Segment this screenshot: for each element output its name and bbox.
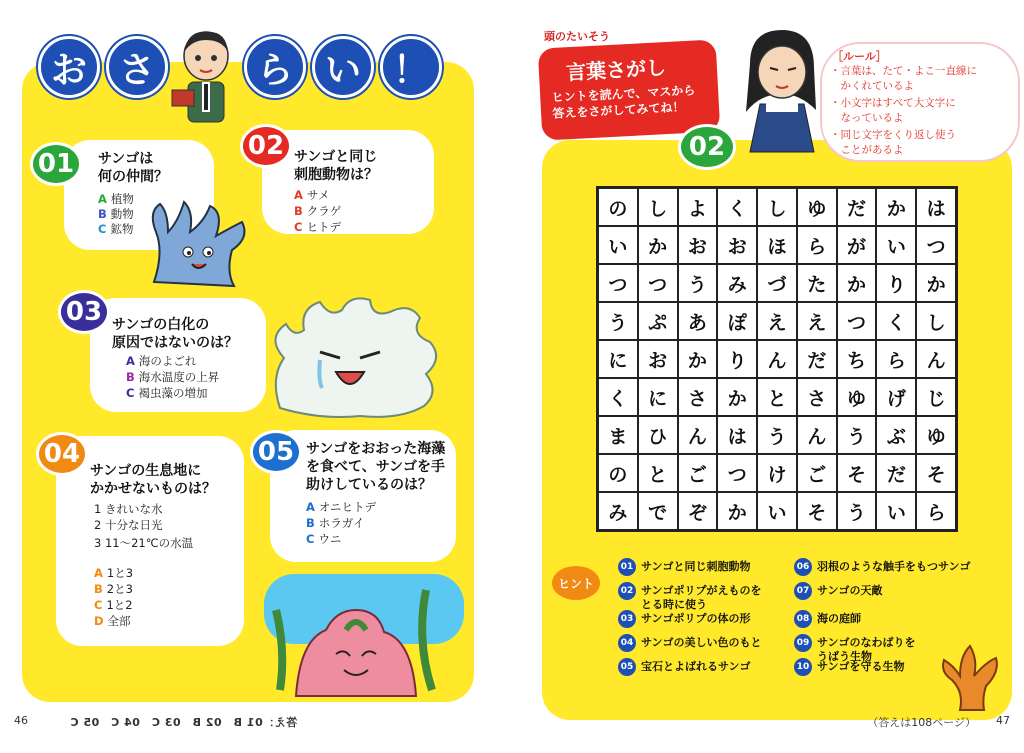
rule-line: ・小文字はすべて大文字に [830,97,956,109]
grid-cell[interactable]: か [717,492,757,530]
rules-title: ［ルール］ [832,50,887,63]
grid-cell[interactable]: し [916,302,956,340]
page-number: 47 [996,714,1010,727]
option-text: ホラガイ [318,516,365,530]
option-c [126,386,207,401]
grid-cell[interactable]: ご [797,454,837,492]
grid-cell[interactable]: あ [678,302,718,340]
option-letter: C [94,598,103,612]
grid-cell[interactable]: か [837,264,877,302]
option-letter: A [126,354,135,368]
grid-cell[interactable]: か [678,340,718,378]
question-line: サンゴをおおった海藻 [306,441,446,457]
card-subtitle-line: 答えをさがしてみてね！ [552,99,685,121]
grid-cell[interactable]: は [916,188,956,226]
grid-cell[interactable]: で [638,492,678,530]
option-a [126,354,196,369]
hint-text [817,584,882,598]
grid-cell[interactable]: い [598,226,638,264]
question-03-text [112,316,238,352]
option-letter: A [294,188,303,202]
hint-number: 08 [794,610,812,628]
grid-cell[interactable]: か [717,378,757,416]
hint-text [817,660,904,674]
answer-key-upside-down: 答え：01 B 02 B 03 C 04 C 05 C [70,716,298,729]
question-number: 03 [58,290,110,334]
grid-cell[interactable]: さ [678,378,718,416]
grid-cell[interactable]: し [757,188,797,226]
grid-cell[interactable]: つ [717,454,757,492]
grid-cell[interactable]: く [717,188,757,226]
option-c [306,532,341,547]
hint-text-line: サンゴの天敵 [817,584,883,597]
hint-text-line: うばう生物 [817,650,872,663]
grid-cell[interactable]: り [717,340,757,378]
hint-text-line: 宝石とよばれるサンゴ [641,660,751,673]
grid-cell[interactable]: ん [678,416,718,454]
option-letter: A [306,500,315,514]
grid-cell[interactable]: ち [837,340,877,378]
grid-cell[interactable]: つ [916,226,956,264]
hint-text [817,560,970,574]
grid-cell[interactable]: げ [876,378,916,416]
hint-number: 01 [618,558,636,576]
grid-cell[interactable]: う [837,416,877,454]
question-line: 刺胞動物は？ [294,167,378,183]
option-c [294,220,341,235]
grid-cell[interactable]: に [638,378,678,416]
page-number: 46 [14,714,28,727]
condition-item: 2 十分な日光 [94,518,163,532]
grid-cell[interactable]: そ [797,492,837,530]
grid-cell[interactable]: ん [757,340,797,378]
grid-cell[interactable]: じ [916,378,956,416]
option-letter: B [294,204,303,218]
grid-cell[interactable]: ら [916,492,956,530]
grid-cell[interactable]: ぷ [638,302,678,340]
hint-item [618,660,750,676]
grid-cell[interactable]: う [757,416,797,454]
answer-page-note: （答えは108ページ） [867,716,976,729]
grid-cell[interactable]: ぽ [717,302,757,340]
coral-blue-character [134,192,264,292]
hint-number: 02 [618,582,636,600]
hint-text [641,660,750,674]
rule-line: ・同じ文字をくり返し使う [830,129,956,141]
hint-text [641,560,750,574]
grid-cell[interactable]: が [837,226,877,264]
hint-number: 04 [618,634,636,652]
hint-number: 09 [794,634,812,652]
grid-cell[interactable]: さ [797,378,837,416]
hint-item [618,584,761,612]
coral-pink-character [256,570,456,700]
grid-cell[interactable]: う [837,492,877,530]
option-text: クラゲ [306,204,342,218]
hint-text-line: サンゴの美しい色のもと [641,636,762,649]
option-c [94,598,133,613]
question-line: サンゴと同じ [294,149,378,165]
option-c [98,222,133,237]
grid-cell[interactable]: え [757,302,797,340]
grid-cell[interactable]: ゆ [837,378,877,416]
grid-cell[interactable]: そ [916,454,956,492]
option-letter: B [94,582,103,596]
grid-cell[interactable]: う [678,264,718,302]
grid-cell[interactable]: お [638,340,678,378]
question-number: 02 [678,124,736,170]
word-search-grid [596,186,958,532]
hint-label: ヒント [552,566,600,600]
hint-item [794,560,970,576]
grid-cell[interactable]: く [598,378,638,416]
card-subtitle-line: ヒントを読んで、マスから [551,83,696,105]
girl-character-illustration [730,24,830,154]
grid-cell[interactable]: い [876,226,916,264]
rule-line: かくれているよ [830,80,914,92]
grid-cell[interactable]: み [598,492,638,530]
title-char: お [38,36,100,98]
hint-item [618,560,750,576]
option-letter: C [294,220,303,234]
grid-cell[interactable]: ら [797,226,837,264]
option-text: 1と2 [106,598,133,612]
grid-cell[interactable]: け [757,454,797,492]
grid-cell[interactable]: み [717,264,757,302]
option-text: 褐虫藻の増加 [138,386,208,400]
question-number: 02 [240,124,292,168]
hint-text [641,612,750,626]
hint-item [794,584,882,600]
option-text: ヒトデ [306,220,341,234]
condition-item: 1 きれいな水 [94,502,163,516]
hint-item [794,612,861,628]
hint-item [618,612,750,628]
question-04-text [90,462,216,498]
option-a [98,192,134,207]
option-text: 2と3 [106,582,133,596]
grid-cell[interactable]: ご [678,454,718,492]
grid-cell[interactable]: の [598,188,638,226]
option-text: サメ [306,188,330,202]
grid-cell[interactable]: か [916,264,956,302]
grid-cell[interactable]: し [638,188,678,226]
grid-cell[interactable]: は [717,416,757,454]
option-letter: C [126,386,135,400]
hint-number: 07 [794,582,812,600]
option-a [294,188,329,203]
rule-line: なっているよ [830,112,904,124]
right-page [512,0,1024,753]
hint-text-line: サンゴのなわばりを [817,636,916,649]
option-b [98,207,134,222]
question-line: サンゴの生息地に [90,463,202,479]
question-line: 助けしているのは？ [306,477,432,493]
grid-cell[interactable]: た [797,264,837,302]
grid-cell[interactable]: と [638,454,678,492]
option-letter: B [306,516,315,530]
option-text: 鉱物 [110,222,134,236]
grid-cell[interactable]: く [876,302,916,340]
title-char: さ [106,36,168,98]
hint-text [817,612,861,626]
question-number: 05 [250,430,302,474]
question-number: 04 [36,432,88,476]
option-text: ウニ [318,532,342,546]
option-letter: C [306,532,315,546]
option-text: 全部 [107,614,131,628]
coral-bleached-character [260,288,450,428]
option-text: オニヒトデ [318,500,376,514]
question-line: サンゴは [98,151,154,167]
question-line: 何の仲間？ [98,169,168,185]
question-02-text [294,148,378,184]
hint-text-line: サンゴと同じ刺胞動物 [641,560,751,573]
question-line: 原因ではないのは？ [112,335,238,351]
section-label: 頭のたいそう [544,30,610,43]
question-line: サンゴの白化の [112,317,210,333]
grid-cell[interactable]: ゆ [916,416,956,454]
grid-cell[interactable]: だ [837,188,877,226]
grid-cell[interactable]: ん [797,416,837,454]
question-number: 01 [30,142,82,186]
grid-cell[interactable]: お [717,226,757,264]
option-letter: A [98,192,107,206]
orange-coral-illustration [930,632,1010,712]
grid-cell[interactable]: ほ [757,226,797,264]
option-b [306,516,364,531]
grid-cell[interactable]: の [598,454,638,492]
title-char: ら [244,36,306,98]
option-letter: C [98,222,107,236]
title-char: い [312,36,374,98]
option-letter: D [94,614,104,628]
option-letter: B [126,370,135,384]
hint-text-line: サンゴポリプの体の形 [641,612,751,625]
option-text: 植物 [110,192,134,206]
hint-text-line: 羽根のような触手をもつサンゴ [817,560,971,573]
option-letter: A [94,566,103,580]
hint-text-line: 海の庭師 [817,612,861,625]
hint-item [794,660,904,676]
question-01-text [98,150,168,186]
grid-cell[interactable]: ん [916,340,956,378]
grid-cell[interactable]: お [678,226,718,264]
grid-cell[interactable]: つ [837,302,877,340]
hint-text [641,584,761,612]
hint-number: 03 [618,610,636,628]
hint-text [641,636,761,650]
grid-cell[interactable]: つ [638,264,678,302]
option-a [94,566,133,581]
hint-item [618,636,761,652]
question-line: を食べて、サンゴを手 [306,459,446,475]
option-b [94,582,133,597]
grid-cell[interactable]: そ [837,454,877,492]
grid-cell[interactable]: え [797,302,837,340]
option-b [126,370,219,385]
hint-text-line: サンゴポリプがえものを [641,584,762,597]
hint-text-line: サンゴを守る生物 [817,660,905,673]
hint-number: 06 [794,558,812,576]
grid-cell[interactable]: り [876,264,916,302]
grid-cell[interactable]: ひ [638,416,678,454]
grid-cell[interactable]: ら [876,340,916,378]
question-05-text [306,440,445,494]
rule-line: ことがあるよ [830,144,904,156]
grid-cell[interactable]: だ [876,454,916,492]
grid-cell[interactable]: だ [797,340,837,378]
grid-cell[interactable]: い [876,492,916,530]
rule-line: ・言葉は、たて・よこ一直線に [830,65,977,77]
teacher-boy-illustration [166,26,246,126]
hint-number: 10 [794,658,812,676]
grid-cell[interactable]: に [598,340,638,378]
option-text: 海のよごれ [138,354,197,368]
grid-cell[interactable]: よ [678,188,718,226]
option-text: 動物 [110,207,134,221]
condition-item: 3 11〜21℃の水温 [94,536,194,550]
option-d [94,614,131,629]
grid-cell[interactable]: い [757,492,797,530]
grid-cell[interactable]: か [638,226,678,264]
option-text: 海水温度の上昇 [138,370,220,384]
option-a [306,500,376,515]
grid-cell[interactable]: と [757,378,797,416]
grid-cell[interactable]: ゆ [797,188,837,226]
hint-text-line: とる時に使う [641,598,707,611]
hint-number: 05 [618,658,636,676]
grid-cell[interactable]: つ [598,264,638,302]
question-line: かかせないものは？ [90,481,216,497]
grid-cell[interactable]: ぶ [876,416,916,454]
option-letter: B [98,207,107,221]
option-text: 1と3 [106,566,134,580]
grid-cell[interactable]: か [876,188,916,226]
grid-cell[interactable]: う [598,302,638,340]
grid-cell[interactable]: ぞ [678,492,718,530]
card-title: 言葉さがし [565,55,667,85]
grid-cell[interactable]: ま [598,416,638,454]
title-char: ！ [380,36,442,98]
grid-cell[interactable]: づ [757,264,797,302]
option-b [294,204,341,219]
